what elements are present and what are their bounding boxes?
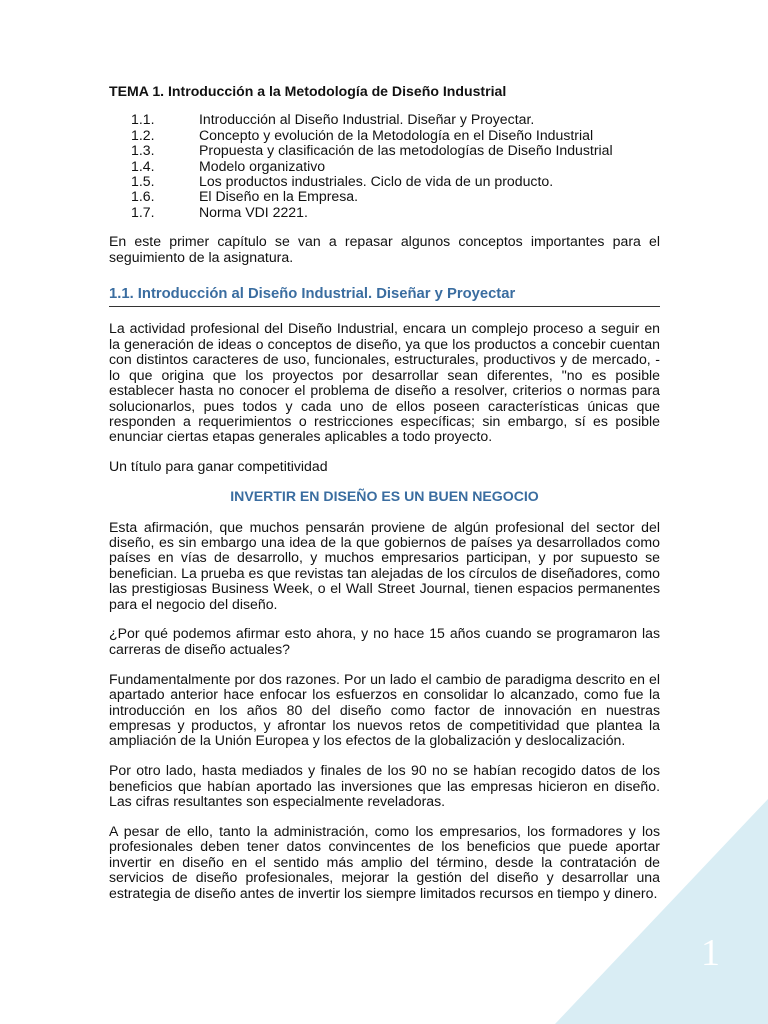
body-paragraph: ¿Por qué podemos afirmar esto ahora, y no hace 15 años cuando se programaron las carreras de diseño actuales? [109, 625, 660, 657]
toc-item [109, 189, 660, 204]
centered-title: INVERTIR EN DISEÑO ES UN BUEN NEGOCIO [230, 488, 539, 505]
subtitle-paragraph: Un título para ganar competitividad [109, 458, 328, 475]
intro-paragraph: En este primer capítulo se van a repasar algunos conceptos importantes para el seguimiento de la asignatura. [109, 233, 660, 265]
body-paragraph: Fundamentalmente por dos razones. Por un lado el cambio de paradigma descrito en el apartado anterior hace enfocar los esfuerzos en consolidar lo alcanzado, como fue la introducción en los años 80 del diseño como factor de innovación en nuestras empresas y productos, y afrontar los nuevos retos de competitividad que plantea la ampliación de la Unión Europea y los efectos de la globalización y deslocalización. [109, 670, 660, 749]
toc-number: 1.3. [131, 142, 155, 159]
toc-number: 1.2. [131, 126, 155, 143]
toc-item [109, 112, 660, 127]
toc-text: Introducción al Diseño Industrial. Diseñar y Proyectar. [199, 111, 535, 128]
toc-text: El Diseño en la Empresa. [199, 188, 359, 205]
toc-item [109, 128, 660, 143]
toc-item [109, 143, 660, 158]
toc-text: Los productos industriales. Ciclo de vida de un producto. [199, 173, 554, 190]
toc-text: Propuesta y clasificación de las metodologías de Diseño Industrial [199, 142, 613, 159]
body-paragraph: La actividad profesional del Diseño Industrial, encara un complejo proceso a seguir en la generación de ideas o conceptos de diseño, ya que los productos a concebir cuentan con distintos caracteres de uso, funcionales, estructurales, productivos y de mercado, -lo que origina que los proyectos por desarrollar sean diferentes, "no es posible establecer hasta no conocer el problema de diseño a resolver, criterios o normas para solucionarlos, pues todos y cada uno de ellos poseen características únicas que responden a requerimientos o restricciones específicas; sin embargo, sí es posible enunciar ciertas etapas generales aplicables a todo proyecto. [109, 320, 660, 445]
page-number: 1 [701, 932, 720, 974]
toc-number: 1.1. [131, 111, 155, 128]
chapter-title: TEMA 1. Introducción a la Metodología de Diseño Industrial [109, 83, 507, 99]
table-of-contents [109, 112, 660, 220]
toc-text: Modelo organizativo [199, 157, 326, 174]
document-body [109, 84, 660, 916]
toc-text: Norma VDI 2221. [199, 203, 308, 220]
toc-number: 1.6. [131, 188, 155, 205]
toc-number: 1.4. [131, 157, 155, 174]
toc-number: 1.5. [131, 173, 155, 190]
section-heading: 1.1. Introducción al Diseño Industrial. Diseñar y Proyectar [109, 287, 660, 307]
toc-text: Concepto y evolución de la Metodología en el Diseño Industrial [199, 126, 594, 143]
toc-item [109, 174, 660, 189]
toc-item [109, 205, 660, 220]
toc-number: 1.7. [131, 203, 155, 220]
body-paragraph: Esta afirmación, que muchos pensarán proviene de algún profesional del sector del diseño, es sin embargo una idea de la que gobiernos de países ya desarrollados como países en vías de desarrollo, y muchos empresarios participan, y por supuesto se benefician. La prueba es que revistas tan alejadas de los círculos de diseñadores, como las prestigiosas Business Week, o el Wall Street Journal, tienen espacios permanentes para el negocio del diseño. [109, 518, 660, 612]
toc-item [109, 159, 660, 174]
body-paragraph: Por otro lado, hasta mediados y finales de los 90 no se habían recogido datos de los beneficios que habían aportado las inversiones que las empresas hicieron en diseño. Las cifras resultantes son especialmente reveladoras. [109, 762, 660, 810]
body-paragraph: A pesar de ello, tanto la administración, como los empresarios, los formadores y los profesionales deben tener datos convincentes de los beneficios que puede aportar invertir en diseño en el sentido más amplio del término, desde la contratación de servicios de diseño profesionales, mejorar la gestión del diseño y desarrollar una estrategia de diseño antes de invertir los siempre limitados recursos en tiempo y dinero. [109, 823, 660, 901]
